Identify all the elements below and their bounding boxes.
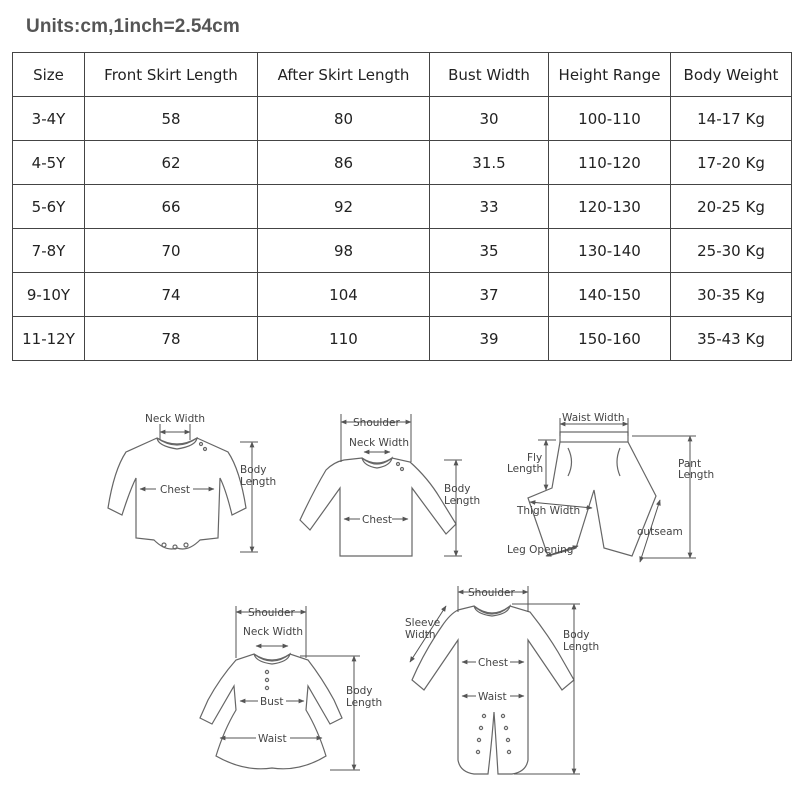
table-cell: 39 <box>430 317 549 361</box>
romper-chest-label: Chest <box>478 657 509 669</box>
romper-shoulder-label: Shoulder <box>468 587 515 599</box>
top-body-length-label-2: Length <box>444 495 481 507</box>
table-cell: 37 <box>430 273 549 317</box>
pants-pant-length-label-2: Length <box>678 469 715 481</box>
column-header-size: Size <box>13 53 85 97</box>
table-cell: 74 <box>85 273 258 317</box>
table-cell: 11-12Y <box>13 317 85 361</box>
column-header-front-skirt-length: Front Skirt Length <box>85 53 258 97</box>
table-cell: 31.5 <box>430 141 549 185</box>
column-header-bust-width: Bust Width <box>430 53 549 97</box>
top-chest-label: Chest <box>362 514 393 526</box>
bodysuit-chest-label: Chest <box>160 484 191 496</box>
romper-body-length-label-1: Body <box>563 629 590 641</box>
table-cell: 30-35 Kg <box>671 273 792 317</box>
table-cell: 5-6Y <box>13 185 85 229</box>
table-header-row <box>13 53 792 97</box>
table-cell: 62 <box>85 141 258 185</box>
table-cell: 30 <box>430 97 549 141</box>
pants-pant-length-label-1: Pant <box>678 458 702 470</box>
table-cell: 98 <box>258 229 430 273</box>
dress-waist-label: Waist <box>258 733 287 745</box>
table-cell: 66 <box>85 185 258 229</box>
table-cell: 33 <box>430 185 549 229</box>
garment-measurement-diagrams <box>0 395 800 800</box>
pants-diagram <box>507 412 714 562</box>
table-cell: 7-8Y <box>13 229 85 273</box>
table-cell: 120-130 <box>549 185 671 229</box>
table-row <box>13 317 792 361</box>
table-cell: 150-160 <box>549 317 671 361</box>
table-cell: 92 <box>258 185 430 229</box>
pants-leg-opening-label: Leg Opening <box>507 544 574 556</box>
table-cell: 25-30 Kg <box>671 229 792 273</box>
bodysuit-neck-width-label: Neck Width <box>145 413 206 425</box>
romper-diagram <box>405 586 599 774</box>
romper-body-length-label-2: Length <box>563 641 600 653</box>
column-header-after-skirt-length: After Skirt Length <box>258 53 430 97</box>
table-cell: 110 <box>258 317 430 361</box>
table-cell: 104 <box>258 273 430 317</box>
size-table <box>12 52 792 361</box>
romper-sleeve-width-label-2: Width <box>405 629 436 641</box>
dress-body-length-label-1: Body <box>346 685 373 697</box>
pants-thigh-width-label: Thigh Width <box>517 505 581 517</box>
table-row <box>13 141 792 185</box>
column-header-body-weight: Body Weight <box>671 53 792 97</box>
pants-outseam-label: outseam <box>637 526 683 538</box>
table-cell: 100-110 <box>549 97 671 141</box>
pants-waist-width-label: Waist Width <box>562 412 625 424</box>
top-body-length-label-1: Body <box>444 483 471 495</box>
bodysuit-body-length-label-2: Length <box>240 476 277 488</box>
table-row <box>13 185 792 229</box>
units-note: Units:cm,1inch=2.54cm <box>26 16 240 37</box>
top-diagram <box>300 414 480 556</box>
dress-shoulder-label: Shoulder <box>248 607 295 619</box>
romper-waist-label: Waist <box>478 691 507 703</box>
table-cell: 17-20 Kg <box>671 141 792 185</box>
table-row <box>13 229 792 273</box>
top-shoulder-label: Shoulder <box>353 417 400 429</box>
table-cell: 80 <box>258 97 430 141</box>
table-cell: 78 <box>85 317 258 361</box>
dress-diagram <box>200 606 382 770</box>
table-cell: 86 <box>258 141 430 185</box>
top-neck-width-label: Neck Width <box>349 437 410 449</box>
romper-sleeve-width-label-1: Sleeve <box>405 617 441 629</box>
table-cell: 130-140 <box>549 229 671 273</box>
table-row <box>13 97 792 141</box>
table-cell: 140-150 <box>549 273 671 317</box>
bodysuit-body-length-label-1: Body <box>240 464 267 476</box>
table-row <box>13 273 792 317</box>
table-cell: 35 <box>430 229 549 273</box>
table-cell: 110-120 <box>549 141 671 185</box>
dress-neck-width-label: Neck Width <box>243 626 304 638</box>
pants-fly-length-label-1: Fly <box>527 452 543 464</box>
table-cell: 3-4Y <box>13 97 85 141</box>
table-cell: 70 <box>85 229 258 273</box>
dress-bust-label: Bust <box>260 696 284 708</box>
bodysuit-diagram <box>108 413 276 552</box>
table-cell: 20-25 Kg <box>671 185 792 229</box>
table-cell: 35-43 Kg <box>671 317 792 361</box>
table-cell: 9-10Y <box>13 273 85 317</box>
pants-fly-length-label-2: Length <box>507 463 544 475</box>
column-header-height-range: Height Range <box>549 53 671 97</box>
table-cell: 14-17 Kg <box>671 97 792 141</box>
table-cell: 58 <box>85 97 258 141</box>
table-cell: 4-5Y <box>13 141 85 185</box>
dress-body-length-label-2: Length <box>346 697 383 709</box>
